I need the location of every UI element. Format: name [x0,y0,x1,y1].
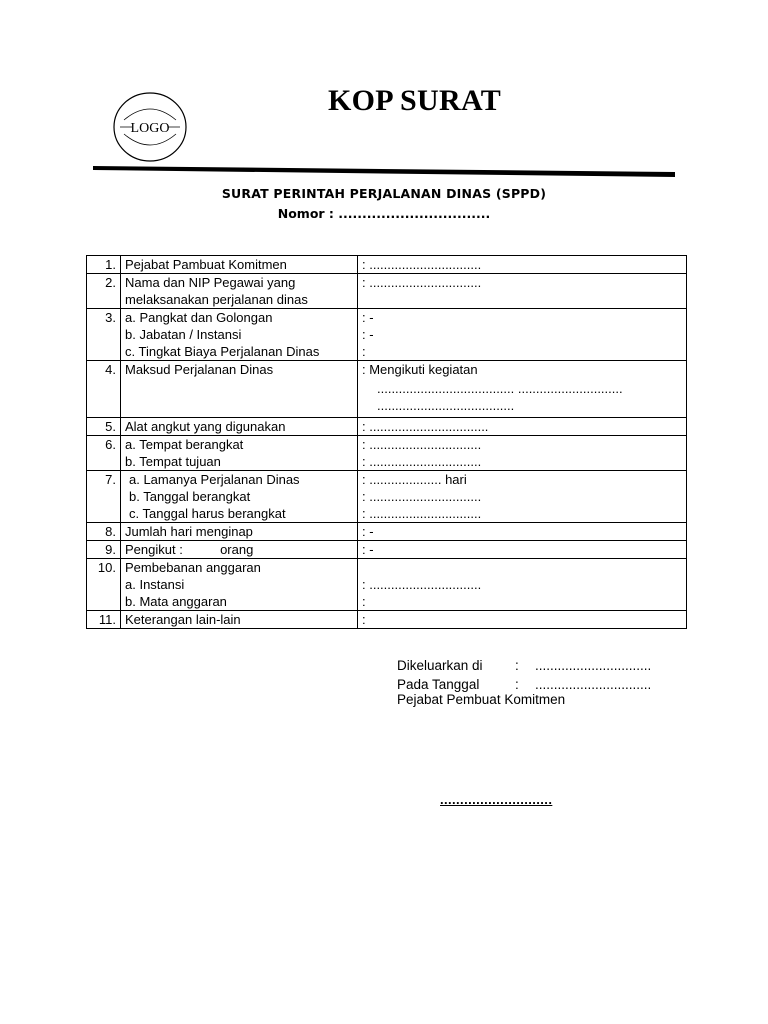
row-label: b. Tanggal berangkat [129,489,251,504]
official-title: Pejabat Pembuat Komitmen [397,692,566,707]
row-label: a. Lamanya Perjalanan Dinas [129,472,300,487]
row-label: b. Jabatan / Instansi [125,327,242,342]
row-label: a. Tempat berangkat [125,437,244,452]
row-number: 9. [87,541,121,559]
row-number: 3. [87,309,121,361]
row-label: a. Instansi [125,577,185,592]
row-value: : [362,612,366,627]
row-value: : ............................... [362,489,482,504]
row-label: b. Mata anggaran [125,594,227,609]
table-row [87,309,687,361]
table-row [87,471,687,523]
row-number: 7. [87,471,121,523]
signature-line: ............................ [440,792,553,807]
sppd-form-table [86,255,687,629]
row-value [362,559,682,576]
row-value: : ............................... [362,577,482,592]
row-value: : ................................. [362,419,489,434]
table-row [87,436,687,471]
row-value: : .................... hari [362,472,467,487]
row-label: Keterangan lain-lain [125,612,241,627]
row-label: melaksanakan perjalanan dinas [125,292,308,307]
row-label: Jumlah hari menginap [125,524,253,539]
table-row [87,611,687,629]
issuance-block: Dikeluarkan di : ............................... Pada Tanggal : ............................... Pejabat Pembuat Komitmen [397,658,652,707]
row-number: 6. [87,436,121,471]
row-label: Pengikut : [125,542,183,557]
row-value: : - [362,310,374,325]
row-value: : [362,594,366,609]
row-label: Maksud Perjalanan Dinas [125,362,274,377]
row-label: Alat angkut yang digunakan [125,419,286,434]
issued-date-label: Pada Tanggal [397,677,480,692]
row-value: : ............................... [362,506,482,521]
table-row [87,418,687,436]
row-value: : - [362,524,374,539]
row-number: 10. [87,559,121,611]
row-number: 4. [87,361,121,418]
row-number: 2. [87,274,121,309]
row-value: : ............................... [362,454,482,469]
logo-emblem [110,90,190,164]
row-value: : ............................... [362,275,482,290]
row-label: c. Tanggal harus berangkat [129,506,286,521]
row-value: : - [362,542,374,557]
table-row [87,541,687,559]
table-row [87,361,687,418]
table-row [87,559,687,611]
table-row [87,523,687,541]
issued-place-value: ............................... [535,658,652,673]
row-number: 5. [87,418,121,436]
row-value: : [362,344,366,359]
row-label: Pejabat Pambuat Komitmen [125,257,287,272]
row-value: ...................................... [377,398,515,413]
issued-place-label: Dikeluarkan di [397,658,483,673]
row-label: a. Pangkat dan Golongan [125,310,273,325]
logo-text: LOGO [130,121,170,136]
letterhead-title: KOP SURAT [328,84,502,117]
row-label: Nama dan NIP Pegawai yang [125,275,296,290]
row-label: b. Tempat tujuan [125,454,221,469]
row-number: 8. [87,523,121,541]
row-label: Pembebanan anggaran [125,560,261,575]
table-row [87,256,687,274]
row-label: c. Tingkat Biaya Perjalanan Dinas [125,344,320,359]
row-value: : ............................... [362,437,482,452]
table-row [87,274,687,309]
issued-date-value: ............................... [535,677,652,692]
letterhead-rule [93,163,675,181]
row-number: 1. [87,256,121,274]
row-value: ...................................... ............................. [377,381,623,396]
row-label: orang [220,542,254,557]
row-number: 11. [87,611,121,629]
row-value: : ............................... [362,257,482,272]
document-title: SURAT PERINTAH PERJALANAN DINAS (SPPD) [221,186,547,201]
document-number: Nomor : ................................ [277,206,491,221]
row-value: : Mengikuti kegiatan [362,362,478,377]
row-value: : - [362,327,374,342]
